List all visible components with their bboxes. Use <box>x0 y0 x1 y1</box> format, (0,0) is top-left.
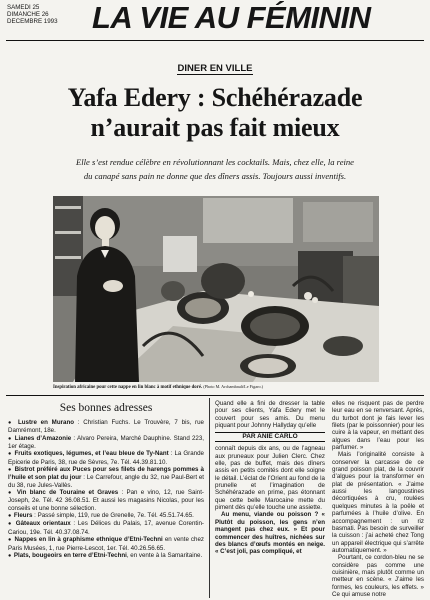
date-line-1: SAMEDI 25 <box>7 4 40 11</box>
address-item <box>8 450 204 466</box>
bullet-icon: ● <box>8 420 17 426</box>
bullet-icon: ● <box>8 521 15 528</box>
masthead: LA VIE AU FÉMININ <box>92 0 371 35</box>
address-details: : Le Carrefour, angle du 32, rue Paul-Bert et du 38, rue Jules-Vallès. <box>8 474 204 489</box>
address-name: Plats, bougeoirs en terre d’Etni-Techni <box>13 551 127 559</box>
photo-rule <box>6 395 424 396</box>
date-line-3: DECEMBRE 1993 <box>7 17 58 25</box>
bullet-icon: ● <box>8 513 13 520</box>
address-item <box>8 435 204 451</box>
address-details: : Christian Fuchs. Le Trouvère, 7 bis, rue Damrémont, 18e. <box>8 419 204 435</box>
paragraph: Pourtant, ce cordon-bleu ne se considère pas comme une cuisinière, mais plutôt comme un metteur en scène. « J’aime les formes, les couleurs, les effets. » Ce qui amuse notre <box>332 554 424 598</box>
standfirst-line-2: du canapé sans pain ne donne que des dîners assis. Toujours aussi inventifs. <box>83 170 347 181</box>
address-name: Nappes en lin à graphisme ethnique d’Etni-Techni <box>14 536 163 544</box>
address-details: : Pan e vino, 12, rue Saint-Joseph, 2e. Tél. 42 36.08.51. Et aussi les magasins Nicolas, pour les conseils et une bonne sélection. <box>8 489 204 512</box>
addresses-list <box>8 419 204 560</box>
caption-text: Inspiration africaine pour cette nappe en lin blanc à motif ethnique doré. <box>53 385 203 390</box>
paragraph: connaît depuis dix ans, ou de l’agneau aux pruneaux pour Julien Clerc. Chez elle, pas de buffet, mais des dîners assis en petits comités dont elle soigne le détail. L’éclat de l’Orient au fond de la prunelle et l’imagination de Schéhérazade en prime, pas étonnant que cette belle Marocaine mette du piment dès qu’elle touche une assiette. <box>215 445 325 512</box>
article-photo <box>53 196 379 382</box>
bullet-icon: ● <box>8 537 14 544</box>
bullet-icon: ● <box>8 490 16 497</box>
article-column-middle <box>215 400 325 556</box>
paragraph: Quand elle a fini de dresser la table pour ses clients, Yafa Edery met le couvert pour ses amis. Du menu piquant pour Johnny Hallyday qu’elle <box>215 400 325 430</box>
bullet-icon: ● <box>8 552 13 559</box>
headline-line-2: n’aurait pas fait mieux <box>90 113 340 142</box>
address-details: : La Grande Epicerie de Paris, 38, rue de Sèvres, 7e. Tél. 44.39.81.10. <box>8 450 204 466</box>
byline: PAR ANIE CARLO <box>215 432 325 442</box>
headline <box>8 83 422 143</box>
address-details: , en vente à la Samaritaine. <box>126 551 203 559</box>
addresses-title: Ses bonnes adresses <box>59 402 153 414</box>
addresses-box <box>8 402 205 560</box>
headline-line-1: Yafa Edery : Schéhérazade <box>67 83 363 112</box>
address-item <box>8 512 204 520</box>
standfirst <box>60 156 370 183</box>
address-details: : Alvaro Pereira, Marché Dauphine. Stand 223, 1er étage. <box>8 434 205 451</box>
address-item <box>8 536 204 552</box>
bullet-icon: ● <box>8 451 14 458</box>
address-name: Vin blanc de Touraine et Graves <box>16 489 119 497</box>
address-name: Gâteaux orientaux <box>15 520 71 528</box>
address-details: : Les Délices du Palais, 17, avenue Corentin-Cariou, 19e. Tél. 40.37.08.74. <box>8 520 204 536</box>
article-column-right <box>332 400 424 598</box>
standfirst-line-1: Elle s’est rendue célèbre en révolutionnant les cocktails. Mais, chez elle, la reine <box>75 157 355 167</box>
section-rubric <box>0 63 430 74</box>
address-item <box>8 466 204 489</box>
paragraph: elles ne risquent pas de perdre leur eau en se renversant. Après, du turbot dont je fais lever les filets (par le poissonnier) pour les cuire à la vapeur, en mettant des algues dans l’eau pour les parfumer. » <box>332 400 424 452</box>
photo-credit: (Photo M. Archambault/Le Figaro.) <box>203 384 264 389</box>
rubric-label: DINER EN VILLE <box>177 63 253 74</box>
address-item <box>8 419 204 435</box>
paragraph: Au menu, viande ou poisson ? « Plutôt du poisson, les gens n’en mangent pas chez eux. » Et pour commencer des huîtres, nichées sur des blancs d’œufs montés en neige. « C’est joli, pas compliqué, et <box>215 511 325 556</box>
address-item <box>8 520 204 536</box>
masthead-rule <box>6 40 424 41</box>
address-name: Fleurs <box>13 512 33 520</box>
address-name: Lianes d’Amazonie <box>14 434 72 442</box>
photo-caption <box>53 384 393 391</box>
address-name: Bistrot préféré aux Puces pour ses filets de harengs pommes à l’huile et son plat du jour <box>8 466 204 482</box>
bullet-icon: ● <box>8 467 14 474</box>
photo-illustration <box>53 196 379 382</box>
date-line-2: DIMANCHE 26 <box>7 10 49 18</box>
address-details: : Passé simple, 119, rue de Grenelle, 7e. Tél. 45.51.74.65. <box>32 512 194 520</box>
paragraph: Mais l’originalité consiste à conserver la carcasse de ce grand poisson plat, de la couvrir d’algues pour la transformer en plat de présentation. « J’aime aussi les langoustines décortiquées à cru, roulées quelques minutes à la poêle et parfumées à l’huile d’olive. En accompagnement : un riz basmati. Pas besoin de surveiller la cuisson : j’ai acheté chez Tong un appareil électrique qui s’arrête automatiquement. » <box>332 451 424 554</box>
address-name: Lustre en Murano <box>17 419 75 426</box>
bullet-icon: ● <box>8 435 14 442</box>
column-divider <box>209 398 210 598</box>
address-item <box>8 489 204 512</box>
address-item <box>8 552 204 560</box>
address-details: en vente chez Paris Musées, 1, rue Pierre-Lescot, 1er. Tél. 40.26.56.65. <box>8 536 204 552</box>
issue-date <box>7 5 58 25</box>
address-name: Fruits exotiques, légumes, et l’eau bleue de Ty-Nant <box>14 450 169 458</box>
